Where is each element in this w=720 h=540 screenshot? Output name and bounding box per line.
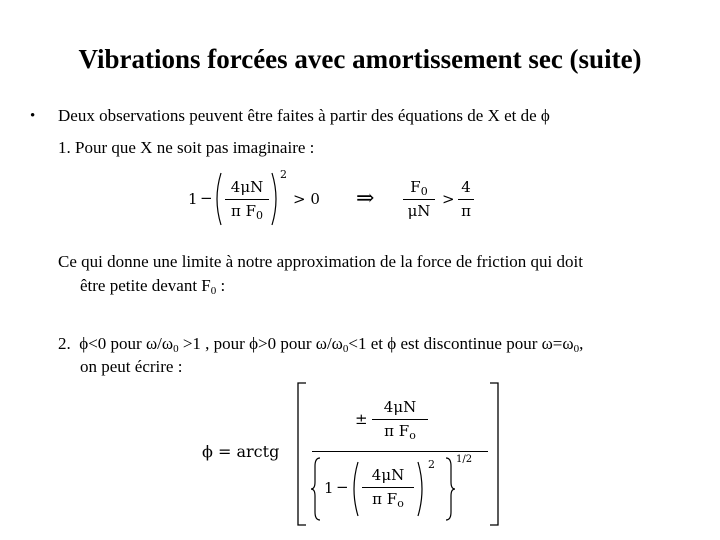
- eq2-minus: −: [336, 478, 349, 496]
- eq2-top-numerator: 4μN: [383, 398, 417, 416]
- eq2-inner-fraction-bar: [362, 487, 414, 488]
- eq2-top-fraction-bar: [372, 419, 428, 420]
- eq2-right-brace: [444, 456, 456, 522]
- eq1-denominator: π $F_0$: [230, 202, 264, 222]
- eq2-root-exponent: 1/2: [456, 454, 473, 465]
- eq1-minus: −: [200, 189, 213, 207]
- eq2-inner-left-paren: [350, 460, 360, 518]
- eq1-exponent: 2: [280, 168, 287, 181]
- eq1-rhs2-denominator: π: [461, 202, 471, 220]
- eq2-right-bracket: [488, 382, 500, 526]
- eq2-lhs: ϕ = arctg: [202, 442, 280, 461]
- eq1-numerator: 4μN: [230, 178, 264, 196]
- implies-arrow: ⇒: [356, 186, 375, 211]
- item-1-text: 1. Pour que X ne soit pas imaginaire :: [58, 138, 315, 157]
- bullet-marker: •: [30, 108, 36, 124]
- conclusion-line-1: Ce qui donne une limite à notre approximation de la force de friction qui doit: [58, 252, 583, 271]
- slide-title: Vibrations forcées avec amortissement sec (suite): [78, 44, 642, 74]
- eq2-top-denominator: π $F_o$: [384, 422, 416, 442]
- eq1-rhs2-fraction-bar: [458, 199, 474, 200]
- eq2-inner-numerator: 4μN: [371, 466, 405, 484]
- eq2-inner-denominator: π $F_o$: [372, 490, 404, 510]
- eq1-rhs-numerator: $F_0$: [410, 178, 428, 198]
- eq1-rhs-fraction-bar: [403, 199, 435, 200]
- eq2-one: 1: [324, 479, 334, 497]
- eq2-inner-exponent: 2: [428, 458, 435, 471]
- eq2-main-fraction-bar: [312, 451, 488, 452]
- eq2-plus-minus: ±: [355, 410, 368, 428]
- eq2-inner-right-paren: [416, 460, 426, 518]
- item-2-text: 2. ϕ<0 pour $\omega/\omega_0 >1$ , pour ϕ>0 pour $\omega/\omega_0<1$ et ϕ est discontinue pour $\omega=\omega_0$,: [58, 334, 584, 355]
- conclusion-line-2: être petite devant $F_0$ :: [80, 276, 226, 297]
- eq1-right-paren: [270, 171, 280, 227]
- item-2-line-2: on peut écrire :: [80, 357, 183, 376]
- eq1-rhs-greater: >: [442, 190, 455, 208]
- equation-2: [200, 380, 520, 530]
- equation-1: [180, 168, 490, 230]
- eq1-fraction-bar: [225, 199, 269, 200]
- intro-text: Deux observations peuvent être faites à partir des équations de X et de ϕ: [58, 106, 550, 125]
- eq1-rhs2-numerator: 4: [461, 178, 471, 196]
- eq1-rhs-denominator: μN: [407, 202, 431, 220]
- eq1-left-paren: [213, 171, 223, 227]
- eq1-one: 1: [188, 190, 198, 208]
- eq2-left-bracket: [296, 382, 308, 526]
- eq1-relation: > 0: [293, 190, 320, 208]
- eq2-left-brace: [310, 456, 322, 522]
